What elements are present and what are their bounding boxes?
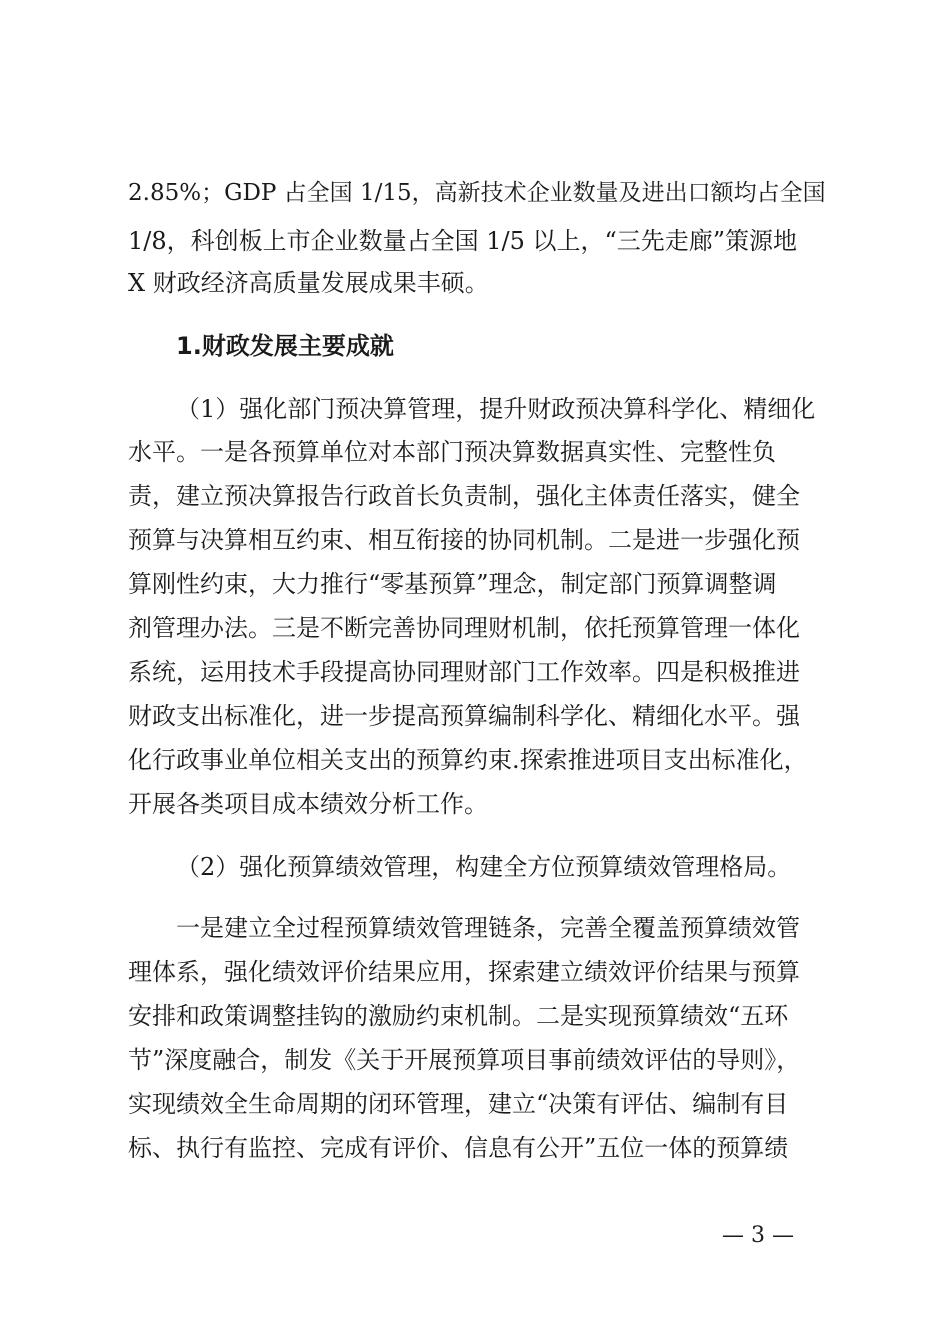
paragraph-line: 剂管理办法。三是不断完善协同理财机制，依托预算管理一体化 — [128, 614, 800, 642]
paragraph-line: 财政支出标准化，进一步提高预算编制科学化、精细化水平。强 — [128, 702, 800, 730]
paragraph-line: 开展各类项目成本绩效分析工作。 — [128, 790, 488, 818]
paragraph-line: 系统，运用技术手段提高协同理财部门工作效率。四是积极推进 — [128, 658, 800, 686]
paragraph-line: 责，建立预决算报告行政首长负责制，强化主体责任落实，健全 — [128, 482, 800, 510]
page-number: — 3 — — [722, 1223, 794, 1248]
paragraph-line: 标、执行有监控、完成有评价、信息有公开”五位一体的预算绩 — [128, 1134, 789, 1162]
paragraph-line: 预算与决算相互约束、相互衔接的协同机制。二是进一步强化预 — [128, 526, 800, 554]
paragraph-line: 2.85%；GDP 占全国 1/15，高新技术企业数量及进出口额均占全国 — [128, 180, 826, 206]
paragraph-line: 安排和政策调整挂钩的激励约束机制。二是实现预算绩效“五环 — [128, 1002, 789, 1030]
paragraph-line: （1）强化部门预决算管理，提升财政预决算科学化、精细化 — [176, 395, 816, 423]
section-heading: 1.财政发展主要成就 — [176, 332, 394, 360]
paragraph-line: 算刚性约束，大力推行“零基预算”理念，制定部门预算调整调 — [128, 570, 777, 598]
paragraph-line: 实现绩效全生命周期的闭环管理，建立“决策有评估、编制有目 — [128, 1090, 789, 1118]
paragraph-line: 化行政事业单位相关支出的预算约束.探索推进项目支出标准化， — [128, 746, 808, 774]
paragraph-line: 一是建立全过程预算绩效管理链条，完善全覆盖预算绩效管 — [176, 914, 800, 942]
paragraph-line: 水平。一是各预算单位对本部门预决算数据真实性、完整性负 — [128, 438, 776, 466]
subsection-heading: （2）强化预算绩效管理，构建全方位预算绩效管理格局。 — [176, 853, 792, 881]
paragraph-line: X 财政经济高质量发展成果丰硕。 — [128, 269, 489, 297]
paragraph-line: 理体系，强化绩效评价结果应用，探索建立绩效评价结果与预算 — [128, 958, 800, 986]
paragraph-line: 节”深度融合，制发《关于开展预算项目事前绩效评估的导则》， — [128, 1046, 801, 1074]
paragraph-line: 1/8，科创板上市企业数量占全国 1/5 以上，“三先走廊”策源地 — [128, 227, 798, 255]
